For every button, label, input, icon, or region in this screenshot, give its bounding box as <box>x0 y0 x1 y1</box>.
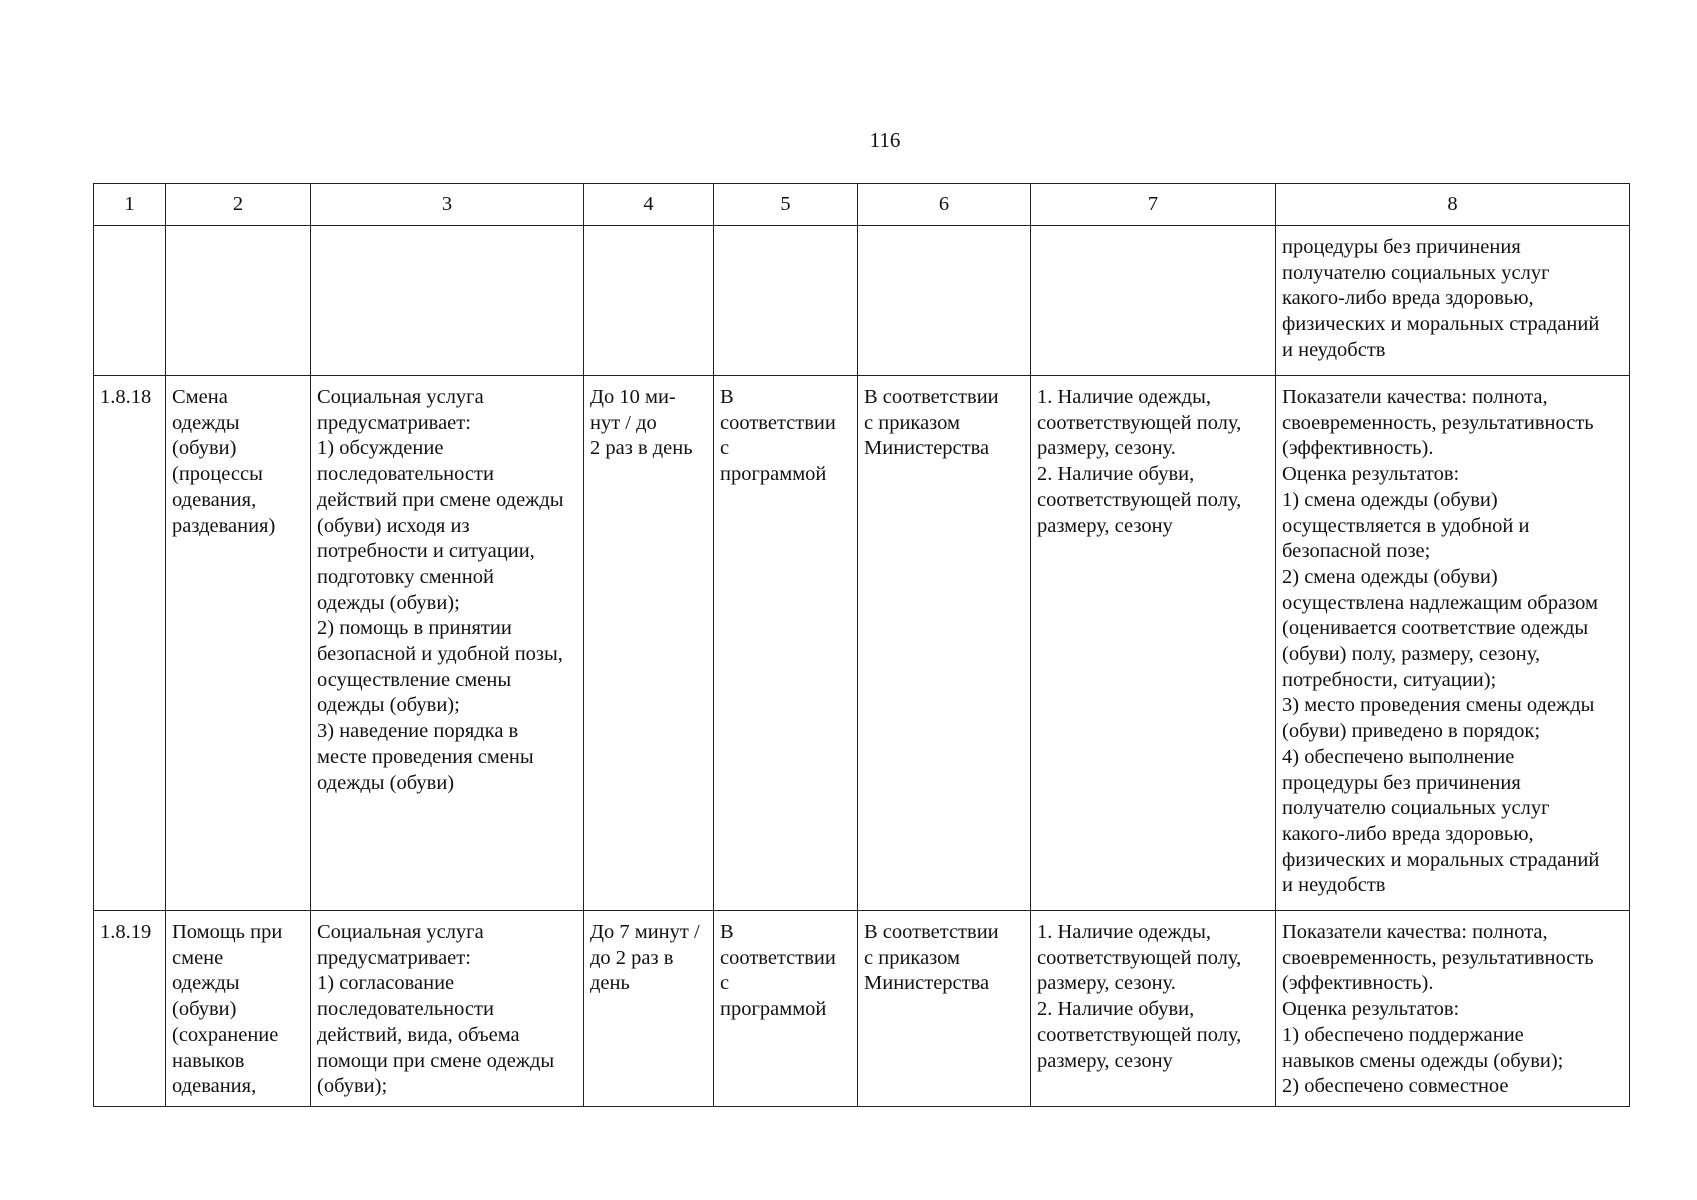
header-cell: 2 <box>166 184 311 226</box>
description-cell: Социальная услуга предусматривает: 1) согласование последовательности действий, вида, объема помощи при смене одежды (обуви); <box>311 911 584 1107</box>
table-row <box>94 376 1630 911</box>
service-name-cell: Помощь при смене одежды (обуви) (сохранение навыков одевания, <box>166 911 311 1107</box>
empty-cell <box>858 226 1031 376</box>
continuation-row <box>94 226 1630 376</box>
header-row <box>94 184 1630 226</box>
quality-continuation-cell: процедуры без причинения получателю социальных услуг какого-либо вреда здоровью, физических и моральных страданий и неудобств <box>1276 226 1630 376</box>
empty-cell <box>584 226 714 376</box>
table-row <box>94 911 1630 1107</box>
frequency-cell: В соответствии с программой <box>714 376 858 911</box>
description-cell: Социальная услуга предусматривает: 1) обсуждение последовательности действий при смене одежды (обуви) исходя из потребности и ситуации, подготовку сменной одежды (обуви); 2) помощь в принятии безопасной и удобной позы, осуществление смены одежды (обуви); 3) наведение порядка в месте проведения смены одежды (обуви) <box>311 376 584 911</box>
norm-cell: В соответствии с приказом Министерства <box>858 911 1031 1107</box>
empty-cell <box>94 226 166 376</box>
quality-cell: Показатели качества: полнота, своевременность, результативность (эффективность). Оценка результатов: 1) смена одежды (обуви) осуществляется в удобной и безопасной позе; 2) смена одежды (обуви) осуществлена надлежащим образом (оценивается соответствие одежды (обуви) полу, размеру, сезону, потребности, ситуации); 3) место проведения смены одежды (обуви) приведено в порядок; 4) обеспечено выполнение процедуры без причинения получателю социальных услуг какого-либо вреда здоровью, физических и моральных страданий и неудобств <box>1276 376 1630 911</box>
time-cell: До 10 ми- нут / до 2 раз в день <box>584 376 714 911</box>
time-cell: До 7 минут / до 2 раз в день <box>584 911 714 1107</box>
row-number-cell: 1.8.18 <box>94 376 166 911</box>
header-cell: 8 <box>1276 184 1630 226</box>
norm-cell: В соответствии с приказом Министерства <box>858 376 1031 911</box>
header-cell: 1 <box>94 184 166 226</box>
row-number-cell: 1.8.19 <box>94 911 166 1107</box>
conditions-cell: 1. Наличие одежды, соответствующей полу, размеру, сезону. 2. Наличие обуви, соответствующей полу, размеру, сезону <box>1031 911 1276 1107</box>
frequency-cell: В соответствии с программой <box>714 911 858 1107</box>
header-cell: 7 <box>1031 184 1276 226</box>
empty-cell <box>1031 226 1276 376</box>
header-cell: 5 <box>714 184 858 226</box>
header-cell: 3 <box>311 184 584 226</box>
page-number: 116 <box>869 128 901 152</box>
empty-cell <box>311 226 584 376</box>
quality-cell: Показатели качества: полнота, своевременность, результативность (эффективность). Оценка результатов: 1) обеспечено поддержание навыков смены одежды (обуви); 2) обеспечено совместное <box>1276 911 1630 1107</box>
service-name-cell: Смена одежды (обуви) (процессы одевания, раздевания) <box>166 376 311 911</box>
conditions-cell: 1. Наличие одежды, соответствующей полу, размеру, сезону. 2. Наличие обуви, соответствующей полу, размеру, сезону <box>1031 376 1276 911</box>
header-cell: 6 <box>858 184 1031 226</box>
empty-cell <box>714 226 858 376</box>
header-cell: 4 <box>584 184 714 226</box>
empty-cell <box>166 226 311 376</box>
services-table <box>93 183 1630 1107</box>
